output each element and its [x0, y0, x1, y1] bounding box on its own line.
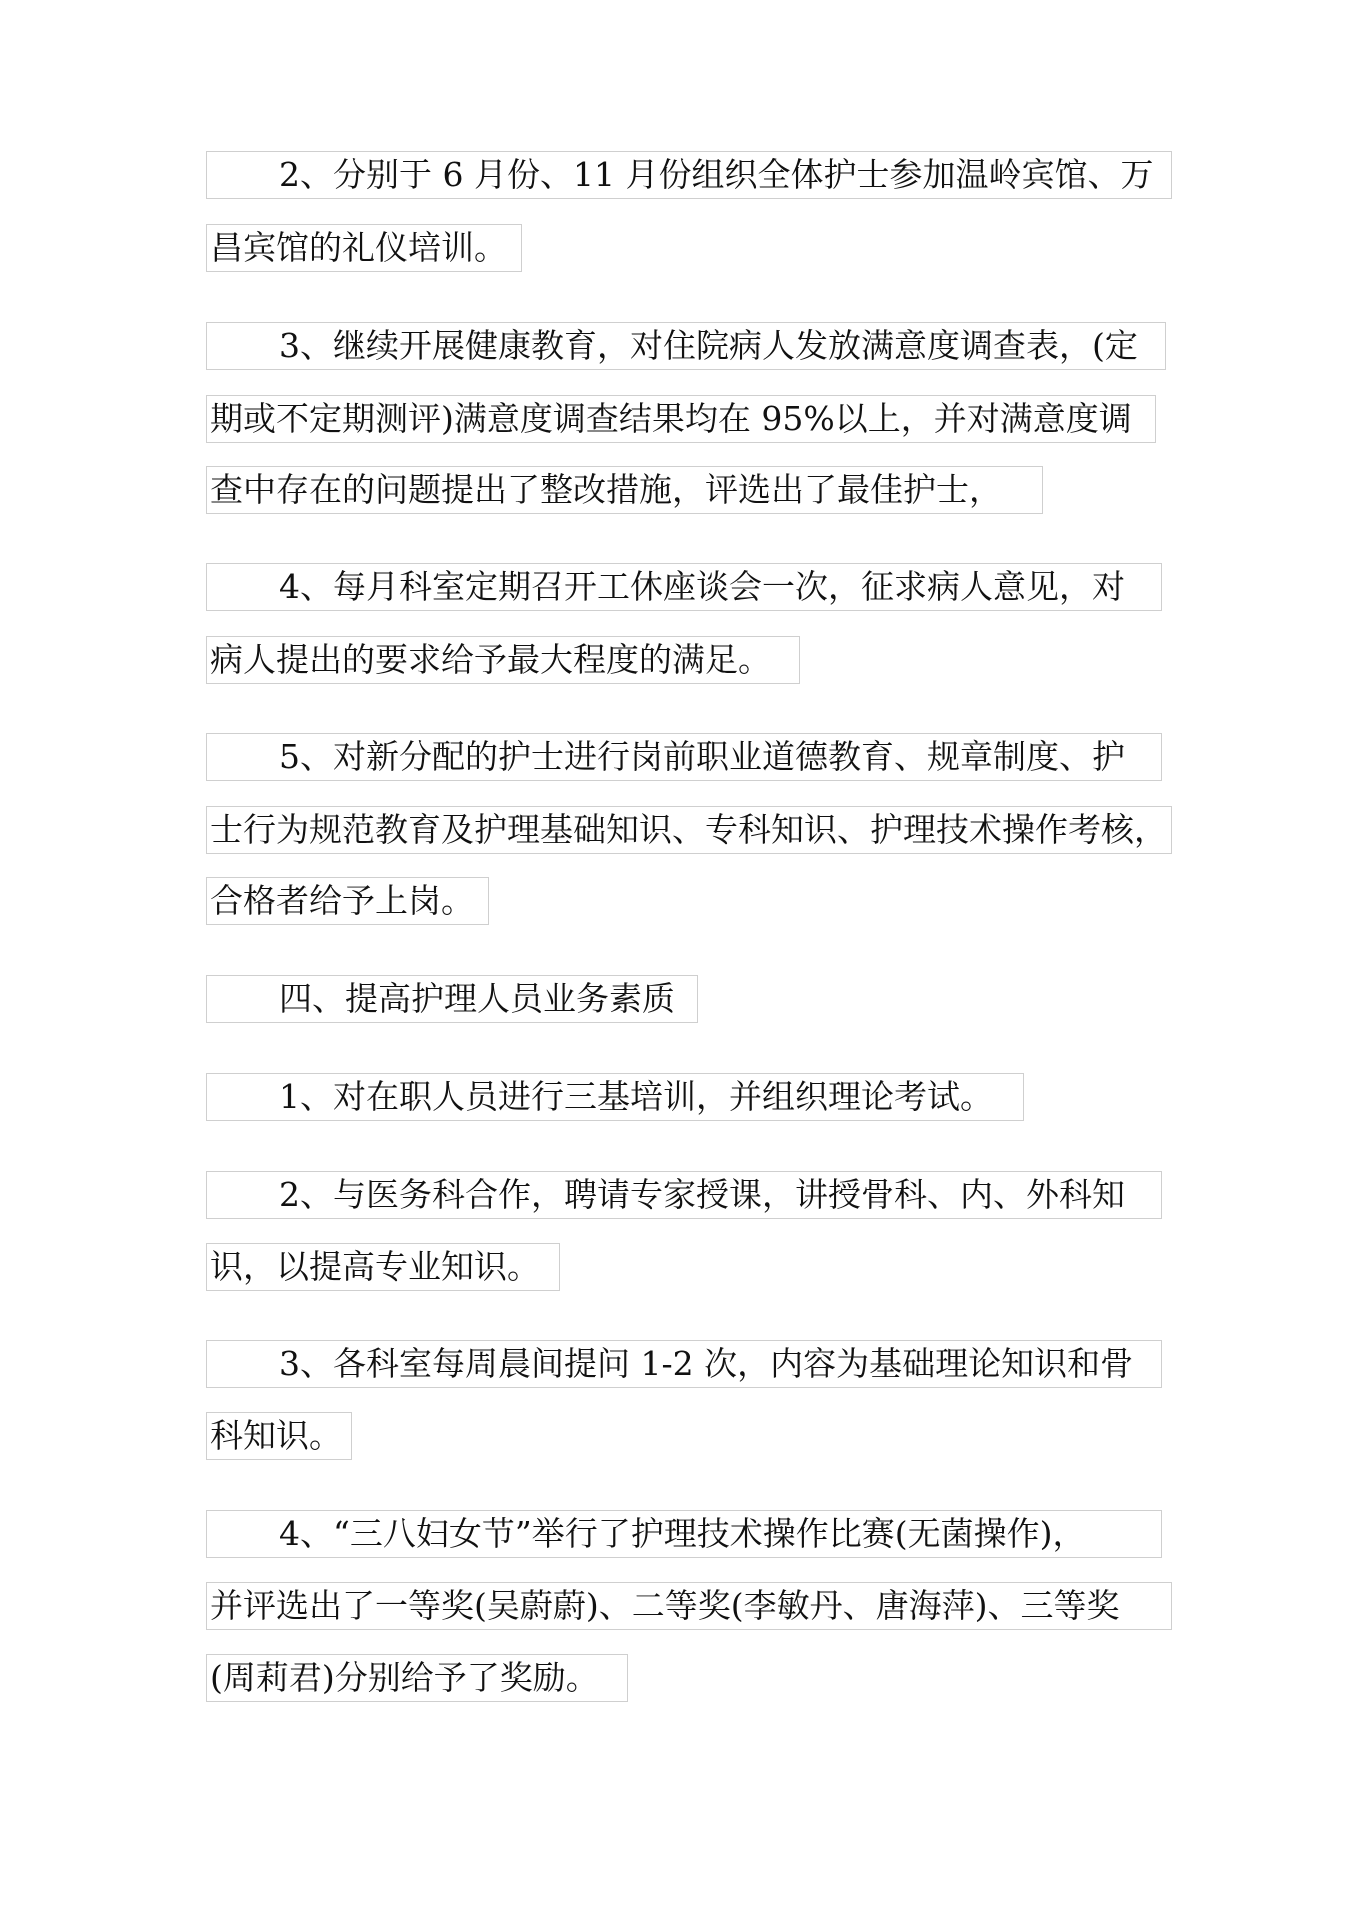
paragraph-line: 3、各科室每周晨间提问 1-2 次，内容为基础理论知识和骨: [206, 1340, 1162, 1388]
paragraph-line: 士行为规范教育及护理基础知识、专科知识、护理技术操作考核，: [206, 806, 1172, 854]
paragraph-line: 4、每月科室定期召开工休座谈会一次，征求病人意见，对: [206, 563, 1162, 611]
paragraph-line: 5、对新分配的护士进行岗前职业道德教育、规章制度、护: [206, 733, 1162, 781]
paragraph-line: 合格者给予上岗。: [206, 877, 489, 925]
paragraph-line: 昌宾馆的礼仪培训。: [206, 224, 522, 272]
paragraph-line: (周莉君)分别给予了奖励。: [206, 1654, 628, 1702]
paragraph-line: 并评选出了一等奖(吴蔚蔚)、二等奖(李敏丹、唐海萍)、三等奖: [206, 1582, 1172, 1630]
paragraph-line: 2、与医务科合作，聘请专家授课，讲授骨科、内、外科知: [206, 1171, 1162, 1219]
paragraph-line: 科知识。: [206, 1412, 352, 1460]
paragraph-line: 2、分别于 6 月份、11 月份组织全体护士参加温岭宾馆、万: [206, 151, 1172, 199]
section-heading: 四、提高护理人员业务素质: [206, 975, 698, 1023]
paragraph-line: 1、对在职人员进行三基培训，并组织理论考试。: [206, 1073, 1024, 1121]
paragraph-line: 识，以提高专业知识。: [206, 1243, 560, 1291]
paragraph-line: 病人提出的要求给予最大程度的满足。: [206, 636, 800, 684]
paragraph-line: 4、“三八妇女节”举行了护理技术操作比赛(无菌操作)，: [206, 1510, 1162, 1558]
paragraph-line: 查中存在的问题提出了整改措施，评选出了最佳护士，: [206, 466, 1043, 514]
paragraph-line: 3、继续开展健康教育，对住院病人发放满意度调查表，(定: [206, 322, 1166, 370]
paragraph-line: 期或不定期测评)满意度调查结果均在 95%以上，并对满意度调: [206, 395, 1156, 443]
